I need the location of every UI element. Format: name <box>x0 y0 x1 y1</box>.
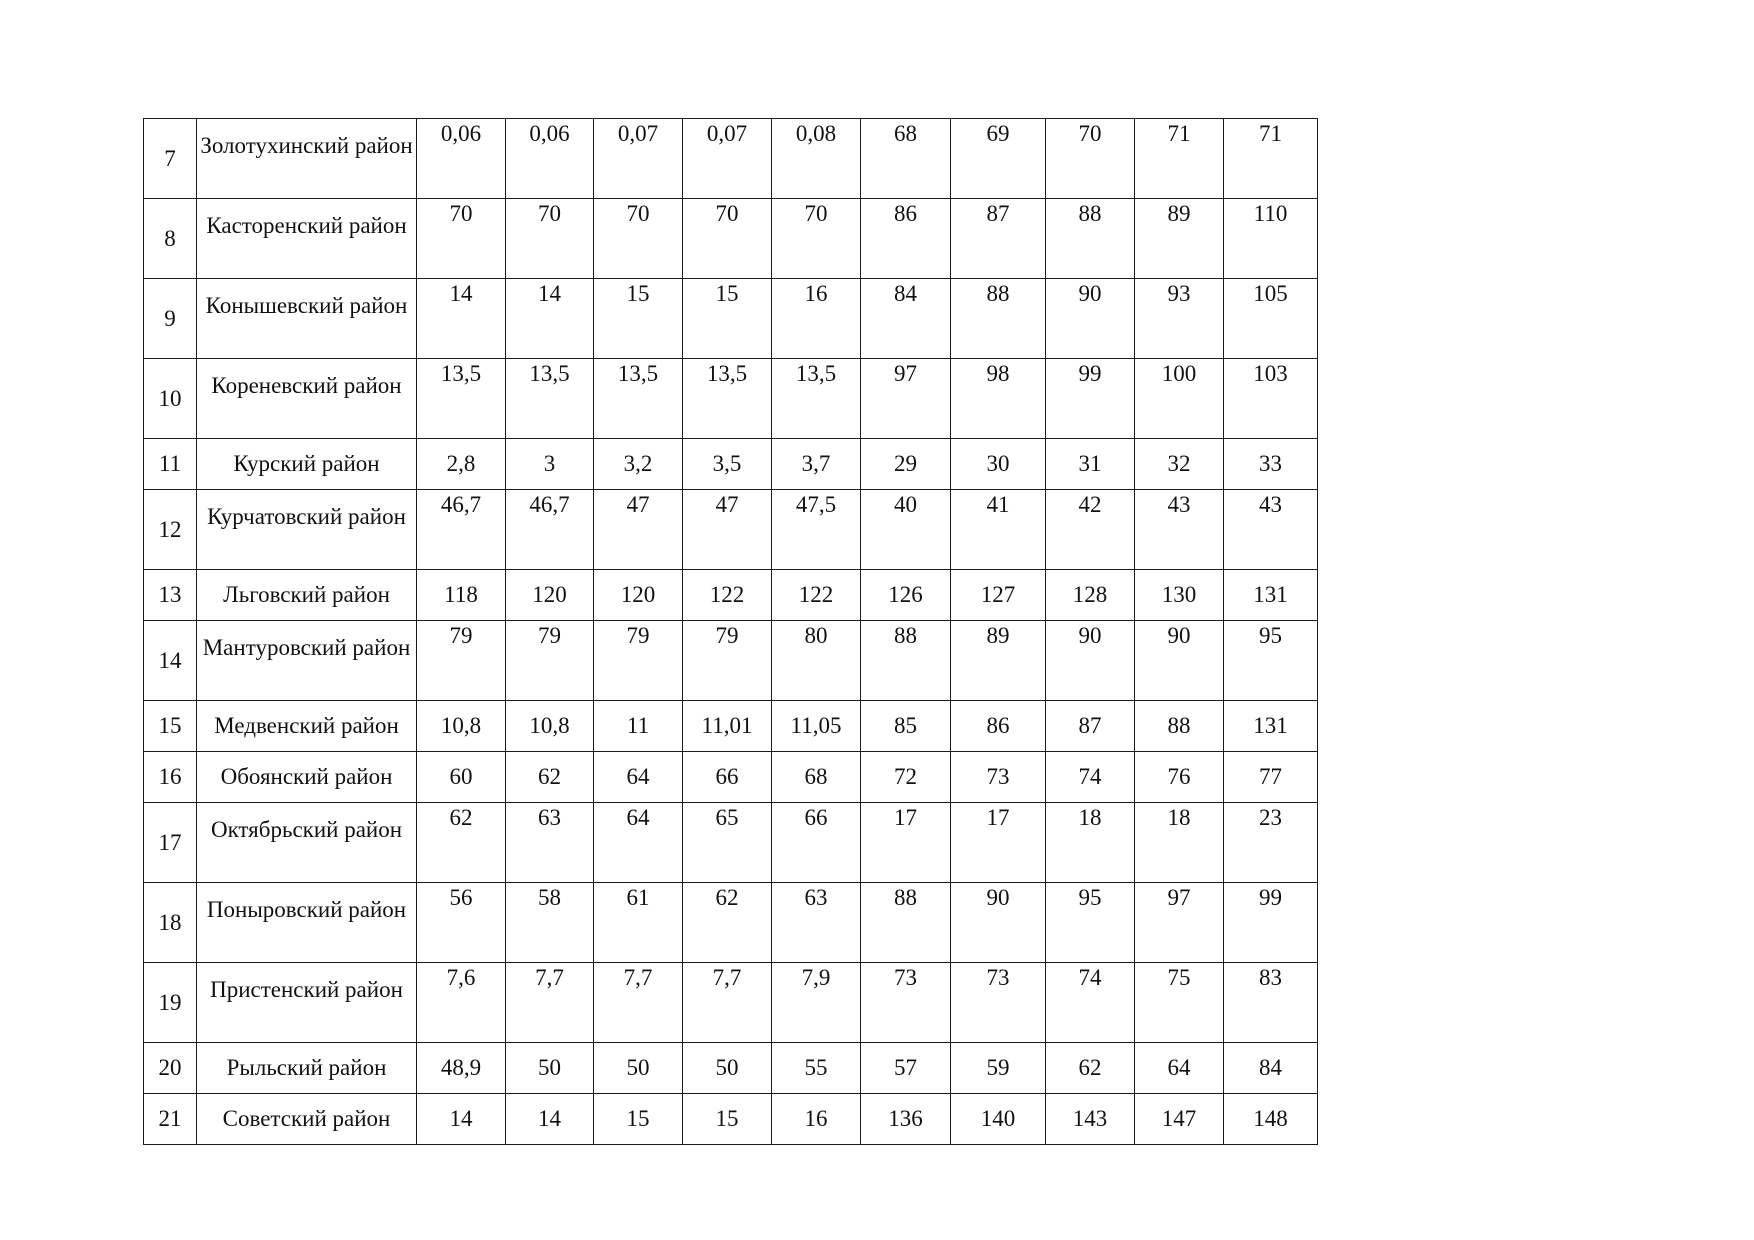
value-cell: 70 <box>772 199 861 279</box>
value-cell: 32 <box>1135 439 1224 490</box>
value-cell: 43 <box>1224 490 1318 570</box>
value-cell: 11 <box>594 701 683 752</box>
value-cell: 13,5 <box>417 359 506 439</box>
value-cell: 0,06 <box>417 119 506 199</box>
row-number-cell: 11 <box>144 439 197 490</box>
value-cell: 74 <box>1046 963 1135 1043</box>
table-row <box>144 883 1318 963</box>
value-cell: 147 <box>1135 1094 1224 1145</box>
value-cell: 118 <box>417 570 506 621</box>
value-cell: 62 <box>683 883 772 963</box>
value-cell: 131 <box>1224 701 1318 752</box>
district-name-cell: Мантуровский район <box>197 621 417 701</box>
value-cell: 43 <box>1135 490 1224 570</box>
row-number-cell: 10 <box>144 359 197 439</box>
row-number-cell: 16 <box>144 752 197 803</box>
table-row <box>144 490 1318 570</box>
value-cell: 93 <box>1135 279 1224 359</box>
value-cell: 16 <box>772 279 861 359</box>
value-cell: 0,07 <box>683 119 772 199</box>
value-cell: 14 <box>506 1094 594 1145</box>
value-cell: 110 <box>1224 199 1318 279</box>
value-cell: 40 <box>861 490 951 570</box>
value-cell: 103 <box>1224 359 1318 439</box>
value-cell: 97 <box>861 359 951 439</box>
value-cell: 0,06 <box>506 119 594 199</box>
value-cell: 42 <box>1046 490 1135 570</box>
value-cell: 64 <box>1135 1043 1224 1094</box>
value-cell: 148 <box>1224 1094 1318 1145</box>
value-cell: 87 <box>951 199 1046 279</box>
row-number-cell: 12 <box>144 490 197 570</box>
value-cell: 77 <box>1224 752 1318 803</box>
value-cell: 70 <box>594 199 683 279</box>
value-cell: 72 <box>861 752 951 803</box>
district-name-cell: Медвенский район <box>197 701 417 752</box>
value-cell: 84 <box>1224 1043 1318 1094</box>
row-number-cell: 7 <box>144 119 197 199</box>
value-cell: 31 <box>1046 439 1135 490</box>
value-cell: 57 <box>861 1043 951 1094</box>
table-row <box>144 752 1318 803</box>
table-row <box>144 1043 1318 1094</box>
value-cell: 30 <box>951 439 1046 490</box>
value-cell: 47 <box>594 490 683 570</box>
value-cell: 14 <box>506 279 594 359</box>
value-cell: 61 <box>594 883 683 963</box>
table-row <box>144 199 1318 279</box>
row-number-cell: 17 <box>144 803 197 883</box>
value-cell: 7,9 <box>772 963 861 1043</box>
value-cell: 122 <box>772 570 861 621</box>
value-cell: 46,7 <box>506 490 594 570</box>
value-cell: 71 <box>1224 119 1318 199</box>
value-cell: 7,7 <box>683 963 772 1043</box>
value-cell: 79 <box>417 621 506 701</box>
value-cell: 120 <box>594 570 683 621</box>
value-cell: 95 <box>1046 883 1135 963</box>
district-name-cell: Льговский район <box>197 570 417 621</box>
value-cell: 3,7 <box>772 439 861 490</box>
value-cell: 88 <box>861 883 951 963</box>
value-cell: 10,8 <box>506 701 594 752</box>
table-row <box>144 570 1318 621</box>
value-cell: 98 <box>951 359 1046 439</box>
value-cell: 47 <box>683 490 772 570</box>
value-cell: 64 <box>594 803 683 883</box>
row-number-cell: 13 <box>144 570 197 621</box>
value-cell: 70 <box>1046 119 1135 199</box>
value-cell: 63 <box>772 883 861 963</box>
value-cell: 88 <box>951 279 1046 359</box>
table-row <box>144 359 1318 439</box>
value-cell: 0,08 <box>772 119 861 199</box>
value-cell: 41 <box>951 490 1046 570</box>
value-cell: 62 <box>1046 1043 1135 1094</box>
value-cell: 60 <box>417 752 506 803</box>
value-cell: 62 <box>506 752 594 803</box>
row-number-cell: 9 <box>144 279 197 359</box>
value-cell: 63 <box>506 803 594 883</box>
value-cell: 73 <box>951 963 1046 1043</box>
value-cell: 84 <box>861 279 951 359</box>
table-row <box>144 439 1318 490</box>
value-cell: 29 <box>861 439 951 490</box>
table-row <box>144 621 1318 701</box>
value-cell: 56 <box>417 883 506 963</box>
value-cell: 120 <box>506 570 594 621</box>
district-name-cell: Кореневский район <box>197 359 417 439</box>
value-cell: 68 <box>772 752 861 803</box>
value-cell: 15 <box>683 1094 772 1145</box>
value-cell: 76 <box>1135 752 1224 803</box>
value-cell: 122 <box>683 570 772 621</box>
value-cell: 105 <box>1224 279 1318 359</box>
value-cell: 7,7 <box>594 963 683 1043</box>
value-cell: 18 <box>1135 803 1224 883</box>
value-cell: 140 <box>951 1094 1046 1145</box>
value-cell: 3,5 <box>683 439 772 490</box>
value-cell: 70 <box>506 199 594 279</box>
value-cell: 89 <box>1135 199 1224 279</box>
value-cell: 73 <box>861 963 951 1043</box>
value-cell: 64 <box>594 752 683 803</box>
value-cell: 74 <box>1046 752 1135 803</box>
value-cell: 80 <box>772 621 861 701</box>
value-cell: 62 <box>417 803 506 883</box>
value-cell: 14 <box>417 279 506 359</box>
value-cell: 15 <box>683 279 772 359</box>
value-cell: 13,5 <box>506 359 594 439</box>
value-cell: 3,2 <box>594 439 683 490</box>
value-cell: 17 <box>951 803 1046 883</box>
row-number-cell: 18 <box>144 883 197 963</box>
value-cell: 69 <box>951 119 1046 199</box>
district-name-cell: Касторенский район <box>197 199 417 279</box>
value-cell: 128 <box>1046 570 1135 621</box>
table-row <box>144 1094 1318 1145</box>
district-name-cell: Пристенский район <box>197 963 417 1043</box>
table-row <box>144 119 1318 199</box>
value-cell: 48,9 <box>417 1043 506 1094</box>
value-cell: 13,5 <box>683 359 772 439</box>
value-cell: 2,8 <box>417 439 506 490</box>
value-cell: 23 <box>1224 803 1318 883</box>
value-cell: 86 <box>861 199 951 279</box>
value-cell: 15 <box>594 279 683 359</box>
value-cell: 50 <box>594 1043 683 1094</box>
value-cell: 66 <box>772 803 861 883</box>
value-cell: 89 <box>951 621 1046 701</box>
value-cell: 86 <box>951 701 1046 752</box>
district-name-cell: Советский район <box>197 1094 417 1145</box>
value-cell: 79 <box>683 621 772 701</box>
table-row <box>144 701 1318 752</box>
value-cell: 47,5 <box>772 490 861 570</box>
district-name-cell: Золотухинский район <box>197 119 417 199</box>
district-data-table <box>143 118 1318 1145</box>
district-name-cell: Курчатовский район <box>197 490 417 570</box>
value-cell: 7,7 <box>506 963 594 1043</box>
value-cell: 90 <box>1046 279 1135 359</box>
value-cell: 79 <box>506 621 594 701</box>
value-cell: 127 <box>951 570 1046 621</box>
value-cell: 90 <box>951 883 1046 963</box>
value-cell: 50 <box>506 1043 594 1094</box>
value-cell: 131 <box>1224 570 1318 621</box>
value-cell: 65 <box>683 803 772 883</box>
value-cell: 83 <box>1224 963 1318 1043</box>
district-name-cell: Поныровский район <box>197 883 417 963</box>
row-number-cell: 20 <box>144 1043 197 1094</box>
value-cell: 75 <box>1135 963 1224 1043</box>
value-cell: 66 <box>683 752 772 803</box>
value-cell: 143 <box>1046 1094 1135 1145</box>
value-cell: 85 <box>861 701 951 752</box>
value-cell: 97 <box>1135 883 1224 963</box>
value-cell: 17 <box>861 803 951 883</box>
value-cell: 14 <box>417 1094 506 1145</box>
district-name-cell: Октябрьский район <box>197 803 417 883</box>
value-cell: 46,7 <box>417 490 506 570</box>
value-cell: 88 <box>1046 199 1135 279</box>
row-number-cell: 15 <box>144 701 197 752</box>
table-row <box>144 279 1318 359</box>
value-cell: 7,6 <box>417 963 506 1043</box>
row-number-cell: 19 <box>144 963 197 1043</box>
district-name-cell: Обоянский район <box>197 752 417 803</box>
value-cell: 58 <box>506 883 594 963</box>
value-cell: 3 <box>506 439 594 490</box>
value-cell: 13,5 <box>772 359 861 439</box>
table-row <box>144 963 1318 1043</box>
value-cell: 90 <box>1135 621 1224 701</box>
value-cell: 68 <box>861 119 951 199</box>
value-cell: 71 <box>1135 119 1224 199</box>
table-row <box>144 803 1318 883</box>
value-cell: 79 <box>594 621 683 701</box>
value-cell: 18 <box>1046 803 1135 883</box>
value-cell: 136 <box>861 1094 951 1145</box>
value-cell: 11,05 <box>772 701 861 752</box>
value-cell: 70 <box>683 199 772 279</box>
value-cell: 88 <box>861 621 951 701</box>
value-cell: 73 <box>951 752 1046 803</box>
value-cell: 59 <box>951 1043 1046 1094</box>
district-name-cell: Курский район <box>197 439 417 490</box>
value-cell: 15 <box>594 1094 683 1145</box>
value-cell: 33 <box>1224 439 1318 490</box>
value-cell: 126 <box>861 570 951 621</box>
value-cell: 11,01 <box>683 701 772 752</box>
value-cell: 55 <box>772 1043 861 1094</box>
value-cell: 99 <box>1224 883 1318 963</box>
value-cell: 10,8 <box>417 701 506 752</box>
district-name-cell: Конышевский район <box>197 279 417 359</box>
row-number-cell: 14 <box>144 621 197 701</box>
value-cell: 90 <box>1046 621 1135 701</box>
value-cell: 100 <box>1135 359 1224 439</box>
value-cell: 99 <box>1046 359 1135 439</box>
value-cell: 16 <box>772 1094 861 1145</box>
table-body <box>144 119 1318 1145</box>
district-name-cell: Рыльский район <box>197 1043 417 1094</box>
value-cell: 95 <box>1224 621 1318 701</box>
row-number-cell: 8 <box>144 199 197 279</box>
value-cell: 88 <box>1135 701 1224 752</box>
row-number-cell: 21 <box>144 1094 197 1145</box>
value-cell: 50 <box>683 1043 772 1094</box>
value-cell: 13,5 <box>594 359 683 439</box>
value-cell: 70 <box>417 199 506 279</box>
value-cell: 87 <box>1046 701 1135 752</box>
value-cell: 130 <box>1135 570 1224 621</box>
value-cell: 0,07 <box>594 119 683 199</box>
